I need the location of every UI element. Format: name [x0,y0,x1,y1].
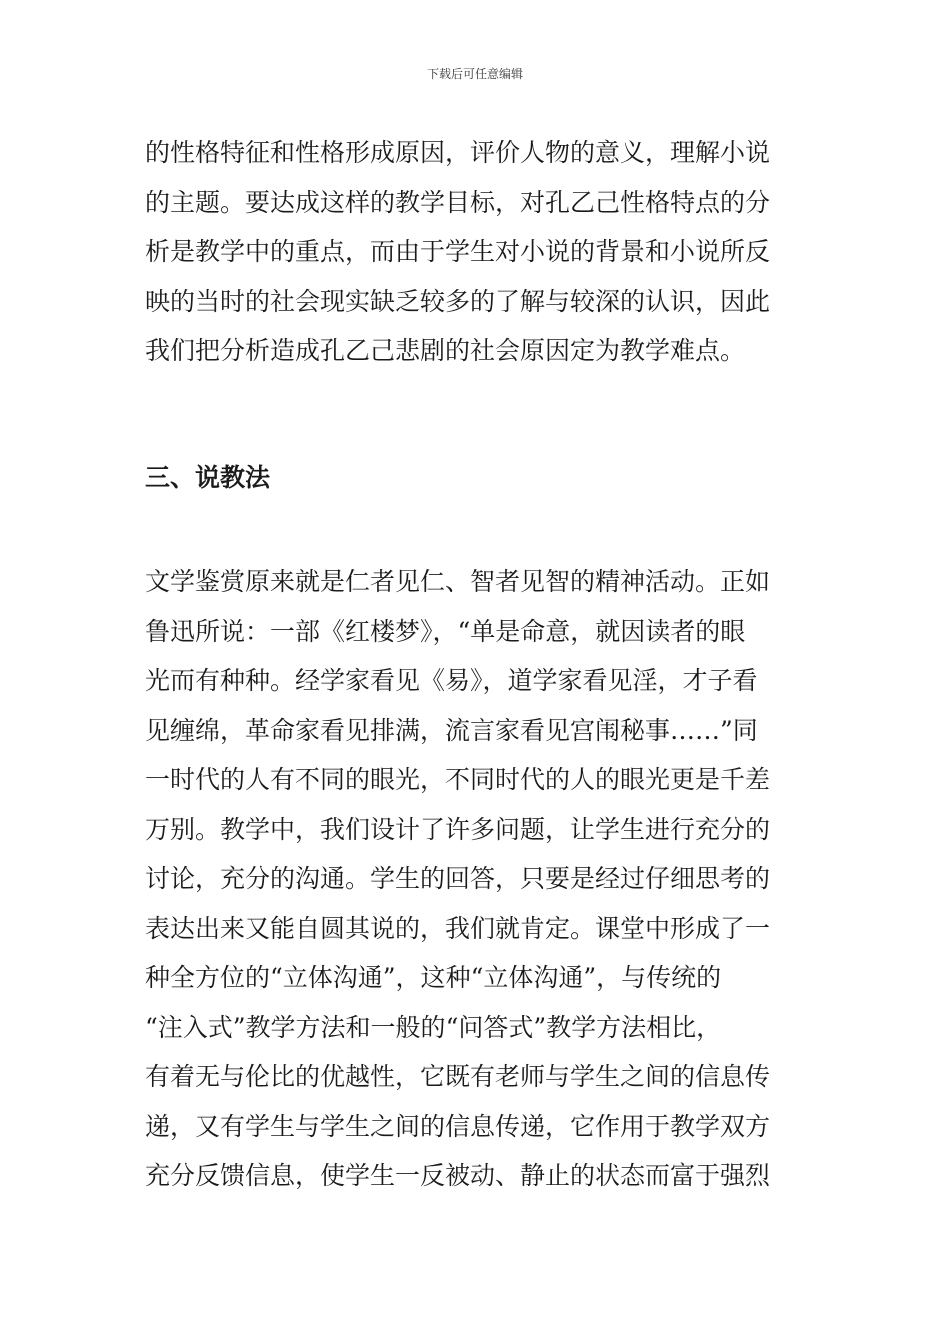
text-line: 种全方位的“立体沟通”，这种“立体沟通”，与传统的 [145,963,722,992]
text-line: 充分反馈信息，使学生一反被动、静止的状态而富于强烈 [145,1161,771,1190]
text-line: 有着无与伦比的优越性，它既有老师与学生之间的信息传 [145,1062,771,1091]
text-line: 讨论，充分的沟通。学生的回答，只要是经过仔细思考的 [145,864,771,893]
text-line: 光而有种种。经学家看见《易》，道学家看见淫，才子看 [145,666,758,695]
text-line: 递，又有学生与学生之间的信息传递，它作用于教学双方 [145,1111,771,1141]
text-line: “注入式”教学方法和一般的“问答式”教学方法相比， [145,1012,722,1042]
text-line: 我们把分析造成孔乙己悲剧的社会原因定为教学难点。 [145,336,746,365]
text-line: 的性格特征和性格形成原因，评价人物的意义，理解小说 [145,138,771,167]
text-line: 万别。教学中，我们设计了许多问题，让学生进行充分的 [145,814,771,844]
section-heading: 三、说教法 [145,462,271,492]
text-line: 一时代的人有不同的眼光，不同时代的人的眼光更是千差 [145,765,771,794]
page-header: 下载后可任意编辑 [426,67,523,81]
text-line: 析是教学中的重点，而由于学生对小说的背景和小说所反 [145,237,771,266]
text-line: 的主题。要达成这样的教学目标，对孔乙己性格特点的分 [145,187,771,217]
text-line: 鲁迅所说：一部《红楼梦》，“单是命意，就因读者的眼 [145,616,746,646]
text-line: 表达出来又能自圆其说的，我们就肯定。课堂中形成了一 [145,913,771,943]
text-line: 映的当时的社会现实缺乏较多的了解与较深的认识，因此 [145,286,771,316]
text-line: 文学鉴赏原来就是仁者见仁、智者见智的精神活动。正如 [145,567,771,596]
text-line: 见缠绵，革命家看见排满，流言家看见宫闱秘事……”同 [145,715,758,745]
paragraph-teaching-goals [145,128,811,376]
document-body [145,128,811,1201]
paragraph-teaching-method [145,557,811,1201]
